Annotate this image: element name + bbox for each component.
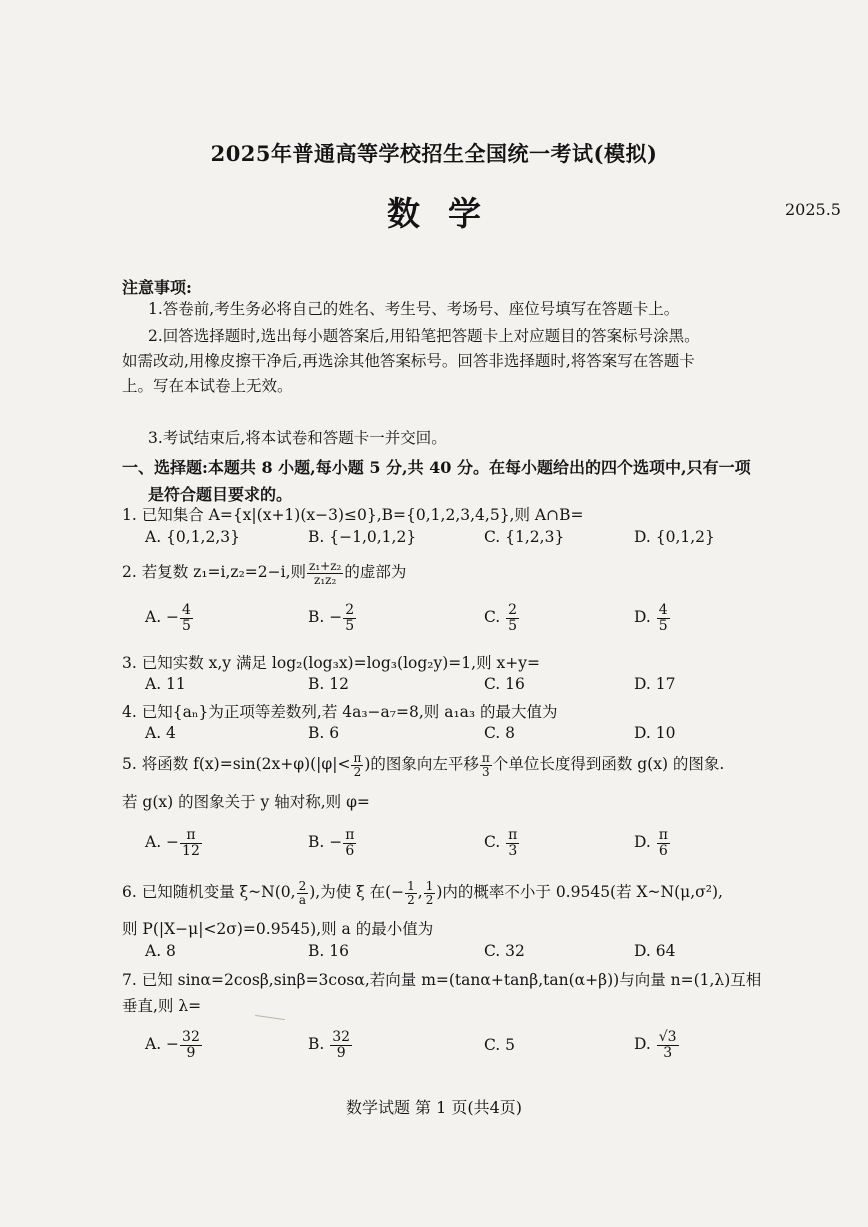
question-7-line-2: 垂直,则 λ=	[122, 997, 202, 1015]
q6-middle-2: ,	[417, 883, 423, 902]
q5-option-a-fraction	[180, 828, 202, 858]
q2-option-b-fraction	[343, 603, 356, 633]
q6-fraction-1	[297, 880, 309, 906]
q2-option-d	[634, 603, 671, 633]
q7-option-c: C. 5	[484, 1036, 516, 1054]
q2-fraction	[307, 560, 343, 586]
q4-option-b: B. 6	[308, 724, 340, 742]
note-item-1: 1.答卷前,考生务必将自己的姓名、考生号、考场号、座位号填写在答题卡上。	[148, 300, 680, 318]
q7-option-a-label: A. −	[145, 1035, 180, 1054]
q2-option-b-denominator: 5	[345, 617, 355, 634]
q2-option-b-numerator: 2	[345, 602, 355, 618]
q6-option-a: A. 8	[145, 942, 176, 960]
q6-suffix: )内的概率不小于 0.9545(若 X~N(μ,σ²),	[436, 883, 723, 902]
q4-option-a: A. 4	[145, 724, 176, 742]
q2-condition: z₁=i,z₂=2−i,则	[193, 563, 307, 582]
q6-fraction-1-numerator: 2	[298, 879, 307, 893]
question-6	[122, 880, 723, 906]
q5-option-c-numerator: π	[508, 827, 518, 843]
q7-option-b-denominator: 9	[336, 1044, 346, 1061]
q7-option-a-numerator: 32	[182, 1029, 200, 1045]
q2-option-a	[145, 603, 194, 633]
q5-option-d-label: D.	[634, 833, 651, 852]
exam-date: 2025.5	[785, 200, 841, 219]
q5-fraction-2-numerator: π	[481, 751, 490, 765]
q1-option-a: A. {0,1,2,3}	[145, 528, 240, 546]
section-heading-line-1: 一、选择题:本题共 8 小题,每小题 5 分,共 40 分。在每小题给出的四个选项中,只有一项	[122, 458, 751, 477]
q5-fraction-2	[480, 752, 492, 778]
q2-option-b	[308, 603, 357, 633]
question-1: 1. 已知集合 A={x|(x+1)(x−3)≤0},B={0,1,2,3,4,5},则 A∩B=	[122, 506, 584, 524]
scan-mark	[255, 1015, 285, 1020]
note-item-2-line-1: 2.回答选择题时,选出每小题答案后,用铅笔把答题卡上对应题目的答案标号涂黑。	[148, 327, 700, 345]
q5-fraction-2-denominator: 3	[482, 764, 490, 779]
q1-option-b: B. {−1,0,1,2}	[308, 528, 417, 546]
q5-option-c-fraction	[506, 828, 519, 858]
question-5	[122, 752, 724, 778]
q5-option-a-label: A. −	[145, 833, 180, 852]
q5-option-b-denominator: 6	[345, 842, 355, 859]
note-item-3: 3.考试结束后,将本试卷和答题卡一并交回。	[148, 429, 447, 447]
q5-fraction-1-numerator: π	[353, 751, 362, 765]
q6-fraction-2	[405, 880, 417, 906]
question-2	[122, 560, 406, 586]
q4-option-d: D. 10	[634, 724, 676, 742]
q7-option-b-fraction	[330, 1030, 352, 1060]
q3-option-d: D. 17	[634, 675, 676, 693]
q5-option-d-denominator: 6	[658, 842, 668, 859]
q1-option-d: D. {0,1,2}	[634, 528, 715, 546]
subject-title: 数学	[387, 194, 509, 233]
q5-option-c-label: C.	[484, 833, 501, 852]
q2-option-a-numerator: 4	[182, 602, 191, 618]
q5-suffix: 个单位长度得到函数 g(x) 的图象.	[492, 755, 725, 774]
q7-option-d-numerator: √3	[658, 1029, 677, 1045]
q6-fraction-3-numerator: 1	[425, 879, 434, 893]
q7-option-b-numerator: 32	[332, 1029, 351, 1045]
q1-option-c: C. {1,2,3}	[484, 528, 565, 546]
q2-fraction-denominator: z₁z₂	[314, 572, 337, 587]
q6-middle: ),为使 ξ 在(−	[309, 883, 405, 902]
q2-option-c	[484, 603, 520, 633]
note-item-2-line-2: 如需改动,用橡皮擦干净后,再选涂其他答案标号。回答非选择题时,将答案写在答题卡	[122, 352, 695, 370]
q5-middle: )的图象向左平移	[364, 755, 479, 774]
q2-option-c-numerator: 2	[508, 602, 518, 618]
exam-title: 2025年普通高等学校招生全国统一考试(模拟)	[210, 141, 658, 166]
q6-option-d: D. 64	[634, 942, 676, 960]
q7-option-d	[634, 1030, 680, 1060]
q5-option-b	[308, 828, 357, 858]
q3-option-b: B. 12	[308, 675, 349, 693]
q5-option-b-fraction	[343, 828, 356, 858]
q2-option-d-denominator: 5	[658, 617, 668, 634]
q5-option-d-fraction	[657, 828, 670, 858]
q2-option-c-fraction	[506, 603, 519, 633]
q2-fraction-numerator: z₁+z₂	[309, 559, 342, 573]
q6-fraction-2-numerator: 1	[407, 879, 415, 893]
q6-fraction-2-denominator: 2	[407, 892, 415, 907]
q7-option-a-fraction	[180, 1030, 202, 1060]
section-heading-line-2: 是符合题目要求的。	[148, 485, 293, 504]
question-7: 7. 已知 sinα=2cosβ,sinβ=3cosα,若向量 m=(tanα+tanβ,tan(α+β))与向量 n=(1,λ)互相	[122, 971, 762, 989]
q5-option-a-numerator: π	[180, 828, 202, 844]
q2-option-d-fraction	[657, 603, 670, 633]
q2-option-d-label: D.	[634, 608, 651, 627]
question-3: 3. 已知实数 x,y 满足 log₂(log₃x)=log₃(log₂y)=1,则 x+y=	[122, 654, 540, 672]
q6-prefix: 6. 已知随机变量 ξ~N(0,	[122, 883, 296, 902]
q2-option-c-label: C.	[484, 608, 501, 627]
q5-option-a	[145, 828, 203, 858]
q2-suffix: 的虚部为	[344, 563, 407, 582]
q2-option-c-denominator: 5	[508, 617, 518, 634]
q5-option-a-denominator: 12	[182, 842, 200, 859]
q6-fraction-1-denominator: a	[298, 892, 306, 907]
q5-fraction-1-denominator: 2	[353, 764, 362, 779]
q5-prefix: 5. 将函数 f(x)=sin(2x+φ)(|φ|<	[122, 755, 351, 774]
q5-option-c-denominator: 3	[508, 842, 518, 859]
q5-fraction-1	[351, 752, 363, 778]
q3-option-a: A. 11	[145, 675, 186, 693]
section-heading	[122, 454, 782, 508]
q7-option-b-label: B.	[308, 1035, 325, 1054]
q5-option-b-numerator: π	[345, 827, 355, 843]
q2-option-a-denominator: 5	[182, 617, 191, 634]
q2-option-a-label: A. −	[145, 608, 180, 627]
q7-option-a-denominator: 9	[186, 1044, 196, 1061]
q5-option-d-numerator: π	[658, 827, 668, 843]
q2-option-a-fraction	[180, 603, 193, 633]
notes-heading: 注意事项:	[122, 278, 192, 297]
q7-option-d-label: D.	[634, 1035, 651, 1054]
q6-option-c: C. 32	[484, 942, 525, 960]
q3-option-c: C. 16	[484, 675, 525, 693]
q6-fraction-3-denominator: 2	[425, 892, 434, 907]
question-6-line-2: 则 P(|X−μ|<2σ)=0.9545),则 a 的最小值为	[122, 920, 434, 938]
q7-option-b	[308, 1030, 353, 1060]
q5-option-b-label: B. −	[308, 833, 343, 852]
q5-option-c	[484, 828, 520, 858]
q2-option-d-numerator: 4	[658, 602, 668, 618]
q7-option-a	[145, 1030, 203, 1060]
q2-prefix: 2. 若复数	[122, 563, 189, 582]
q6-option-b: B. 16	[308, 942, 349, 960]
q7-option-d-denominator: 3	[663, 1044, 673, 1061]
question-5-line-2: 若 g(x) 的图象关于 y 轴对称,则 φ=	[122, 793, 370, 811]
q5-option-d	[634, 828, 671, 858]
q7-option-d-fraction	[657, 1030, 679, 1060]
q2-option-b-label: B. −	[308, 608, 343, 627]
q4-option-c: C. 8	[484, 724, 516, 742]
question-4: 4. 已知{aₙ}为正项等差数列,若 4a₃−a₇=8,则 a₁a₃ 的最大值为	[122, 703, 558, 721]
page-footer: 数学试题 第 1 页(共4页)	[345, 1098, 523, 1117]
note-item-2-line-3: 上。写在本试卷上无效。	[122, 377, 293, 395]
q6-fraction-3	[424, 880, 436, 906]
